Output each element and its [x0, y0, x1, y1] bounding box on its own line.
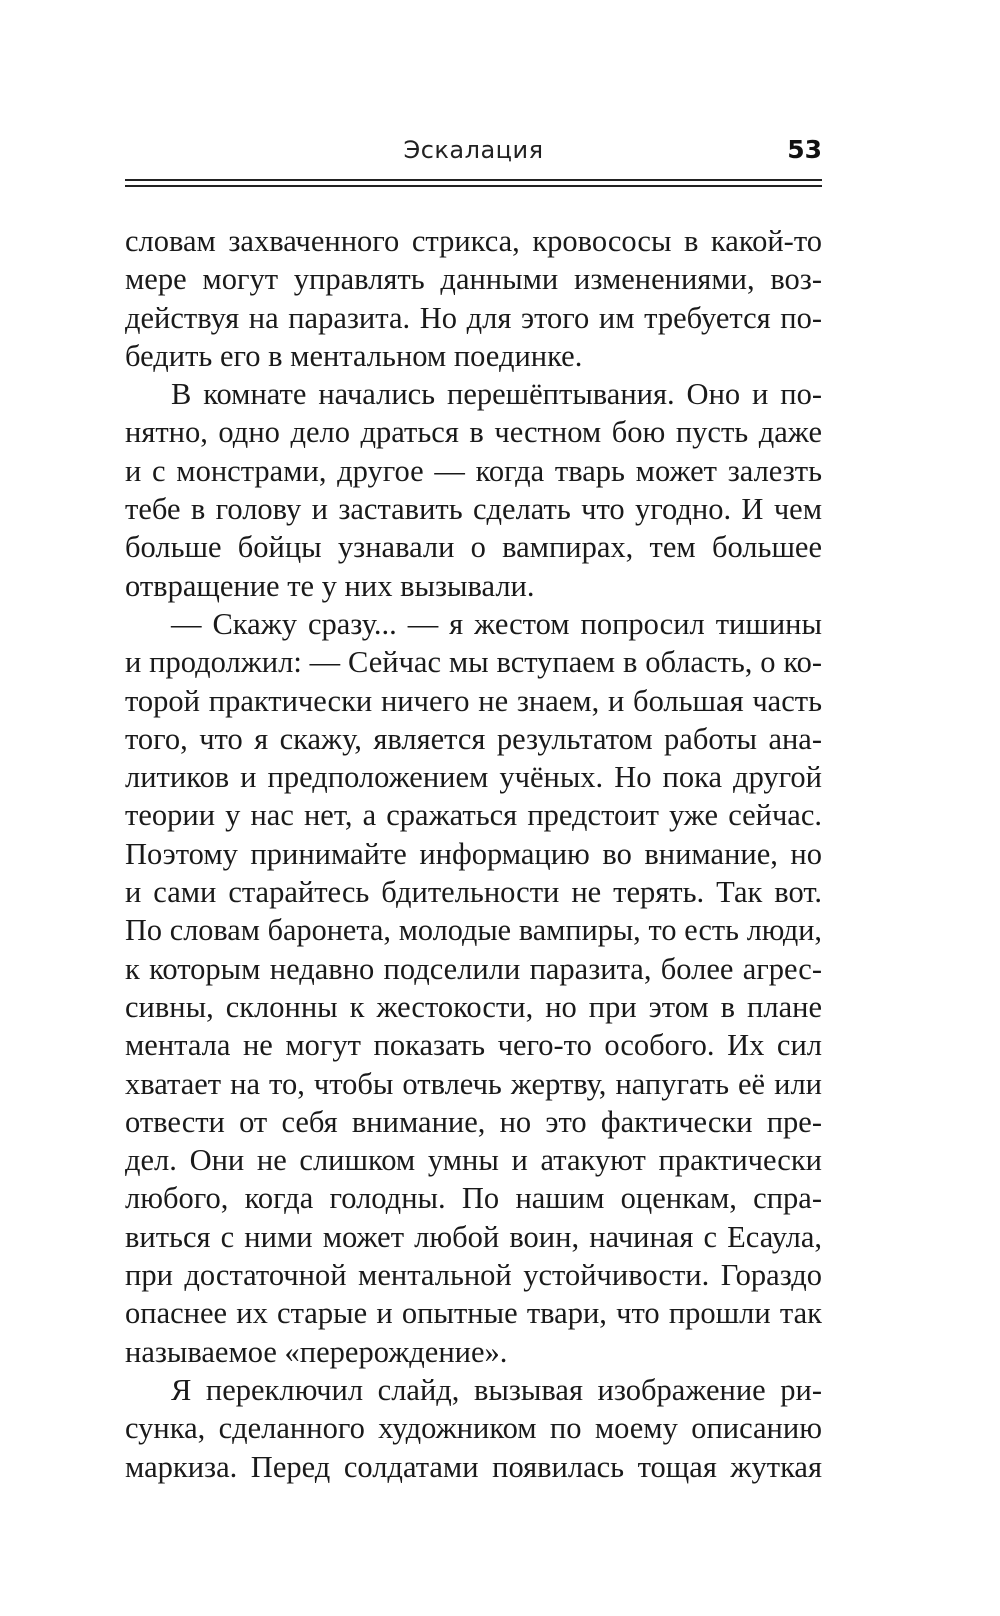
text-line: — Скажу сразу... — я жестом попросил тишины [171, 606, 822, 641]
page-number: 53 [787, 135, 822, 164]
text-line: По словам баронета, молодые вампиры, то есть люди, [125, 913, 822, 948]
text-line: торой практически ничего не знаем, и большая часть [125, 683, 822, 718]
text-line: и продолжил: — Сейчас мы вступаем в область, о ко- [125, 645, 822, 680]
text-line: Поэтому принимайте информацию во внимание, но [125, 836, 822, 871]
text-line: и с монстрами, другое — когда тварь может залезть [125, 453, 822, 488]
text-line: дел. Они не слишком умны и атакуют практически [125, 1143, 822, 1178]
text-line: нятно, одно дело драться в честном бою пусть даже [125, 415, 822, 450]
header-rule-top [125, 179, 822, 181]
text-line: и сами старайтесь бдительности не терять. Так вот. [125, 875, 822, 910]
text-line: опаснее их старые и опытные твари, что прошли так [125, 1296, 822, 1331]
text-line: маркиза. Перед солдатами появилась тощая жуткая [125, 1449, 822, 1484]
text-line: к которым недавно подселили паразита, более агрес- [125, 951, 822, 986]
text-line: при достаточной ментальной устойчивости. Гораздо [125, 1258, 822, 1293]
text-line: отвращение те у них вызывали. [125, 568, 535, 603]
running-title: Эскалация [403, 136, 544, 164]
text-line: бедить его в ментальном поединке. [125, 338, 583, 373]
text-line: любого, когда голодны. По нашим оценкам, спра- [125, 1181, 822, 1216]
text-line: мере могут управлять данными изменениями, воз- [125, 262, 822, 297]
text-line: В комнате начались перешёптывания. Оно и по- [171, 377, 822, 412]
header-rule-bottom [125, 185, 822, 187]
text-line: виться с ними может любой воин, начиная с Есаула, [125, 1219, 822, 1254]
text-line: сунка, сделанного художником по моему описанию [125, 1411, 822, 1446]
text-line: называемое «перерождение». [125, 1334, 508, 1369]
body-text [125, 222, 822, 1486]
text-line: отвести от себя внимание, но это фактически пре- [125, 1104, 822, 1139]
text-line: действуя на паразита. Но для этого им требуется по- [125, 300, 822, 335]
text-line: литиков и предположением учёных. Но пока другой [125, 760, 822, 795]
text-line: сивны, склонны к жестокости, но при этом в плане [125, 989, 822, 1024]
text-line: тебе в голову и заставить сделать что угодно. И чем [125, 492, 822, 527]
text-line: Я переключил слайд, вызывая изображение ри- [171, 1372, 822, 1407]
text-line: больше бойцы узнавали о вампирах, тем большее [125, 530, 822, 565]
text-line: того, что я скажу, является результатом работы ана- [125, 721, 822, 756]
running-header [125, 132, 822, 168]
text-line: ментала не могут показать чего-то особого. Их сил [125, 1028, 822, 1063]
text-line: словам захваченного стрикса, кровососы в какой-то [125, 224, 822, 258]
text-line: теории у нас нет, а сражаться предстоит уже сейчас. [125, 798, 822, 833]
text-line: хватает на то, чтобы отвлечь жертву, напугать её или [125, 1066, 822, 1101]
